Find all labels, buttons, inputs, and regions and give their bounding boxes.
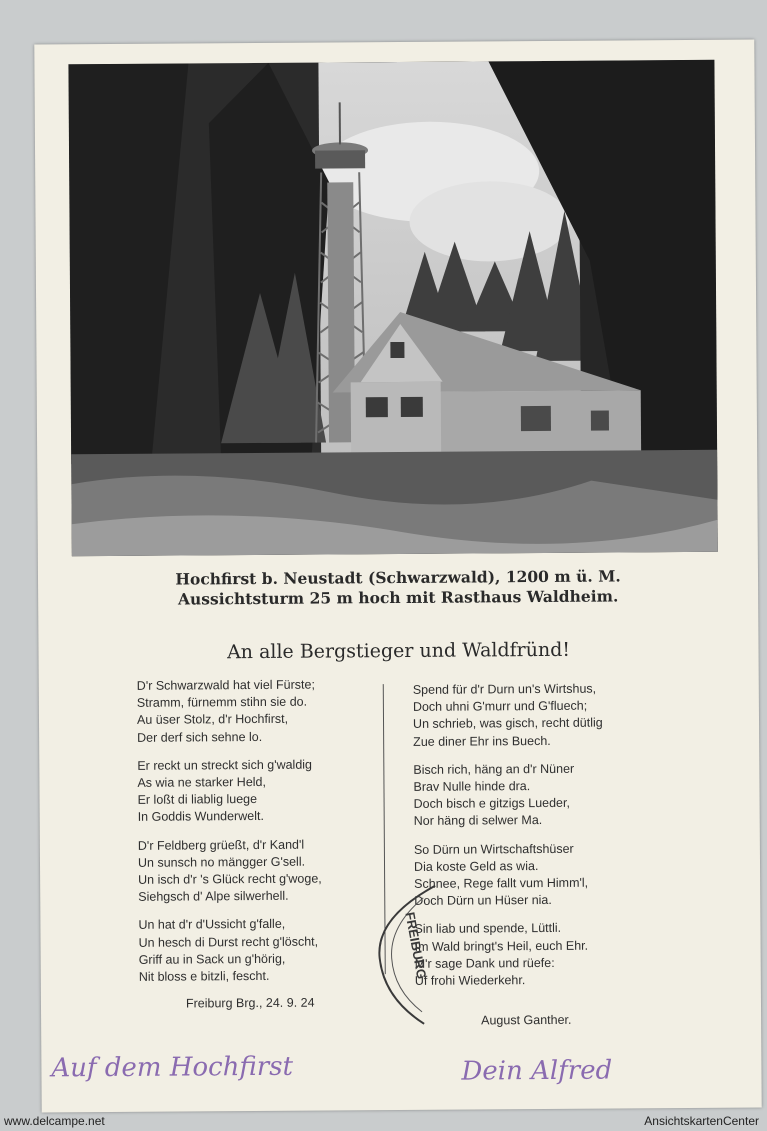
poem-line: Bisch rich, häng an d'r Nüner — [413, 761, 575, 777]
handwriting-right: Dein Alfred — [461, 1055, 613, 1087]
poem-line: Sin liab und spende, Lüttli. — [414, 921, 562, 937]
poem-line: Griff au in Sack un g'hörig, — [138, 951, 286, 967]
stanza — [414, 920, 664, 991]
poem-line: D'r Feldberg grüeßt, d'r Kand'l — [137, 837, 305, 853]
photo-tower-and-rasthaus — [68, 60, 717, 556]
poem-line: Uf frohi Wiederkehr. — [414, 973, 526, 988]
poem-line: Au üser Stolz, d'r Hochfirst, — [136, 712, 289, 728]
poem-line: In Goddis Wunderwelt. — [137, 809, 264, 825]
poem-line: As wia ne starker Held, — [137, 774, 267, 790]
poem-line: Stramm, fürnemm stihn sie do. — [136, 694, 308, 711]
stanza — [413, 680, 663, 751]
photo-illustration — [68, 60, 717, 556]
stanza — [138, 836, 378, 906]
poem-line: Nit bloss e bitzli, fescht. — [138, 968, 270, 984]
poem-line: Spend für d'r Durn un's Wirtshus, — [412, 681, 597, 697]
stanza — [137, 756, 377, 826]
poem-line: Zue diner Ehr ins Buech. — [413, 733, 551, 749]
poem-line: M'r sage Dank und rüefe: — [414, 955, 555, 971]
poem-line: Brav Nulle hinde dra. — [413, 779, 531, 794]
poem-line: Siehgsch d' Alpe silwerhell. — [138, 889, 289, 905]
poem-line: So Dürn un Wirtschaftshüser — [413, 841, 574, 857]
poem-line: Doch bisch e gitzigs Lueder, — [413, 796, 570, 812]
stanza — [414, 840, 664, 911]
poem-line: Un hat d'r d'Ussicht g'falle, — [138, 917, 286, 933]
place-date: Freiburg Brg., 24. 9. 24 — [185, 995, 315, 1011]
watermark-footer — [0, 1113, 767, 1131]
poem-line: Dia koste Geld as wia. — [413, 858, 539, 874]
postcard — [34, 39, 761, 1112]
postmark-stamp — [365, 878, 450, 1029]
poem-line: Un sunsch no mängger G'sell. — [137, 854, 306, 870]
poem-line: Er reckt un streckt sich g'waldig — [137, 757, 313, 773]
stanza — [138, 916, 378, 986]
footer-right-text: AnsichtskartenCenter — [644, 1114, 759, 1128]
poem-line: Schnee, Rege fallt vum Himm'l, — [414, 875, 589, 891]
poem-line: D'r Schwarzwald hat viel Fürste; — [136, 677, 315, 693]
caption-tower: Aussichtsturm 25 m hoch mit Rasthaus Waldheim. — [177, 586, 619, 609]
handwriting-left: Auf dem Hochfirst — [51, 1051, 294, 1084]
caption-location: Hochfirst b. Neustadt (Schwarzwald), 1200 m ü. M. — [175, 566, 621, 589]
poem-line: Der derf sich sehne lo. — [137, 729, 263, 745]
author-name: August Ganther. — [481, 1012, 572, 1028]
poem-line: Doch Dürn un Hüser nia. — [414, 893, 552, 909]
poem-line: Nor häng di selwer Ma. — [413, 813, 543, 829]
poem-line: Un schrieb, was gisch, recht dütlig — [412, 715, 603, 732]
poem-line: Un isch d'r 's Glück recht g'woge, — [138, 871, 322, 887]
stamp-text: FREIBURG — [402, 910, 430, 981]
stanza — [137, 676, 377, 746]
poem-line: Un hesch di Durst recht g'löscht, — [138, 934, 319, 950]
poem-title: An alle Bergstieger und Waldfründ! — [226, 638, 571, 664]
handwritten-note — [41, 1029, 761, 1094]
footer-left-text: www.delcampe.net — [4, 1114, 105, 1128]
poem-line: Im Wald bringt's Heil, euch Ehr. — [414, 938, 589, 954]
poem-left-column — [137, 676, 379, 997]
poem-right-column — [413, 680, 665, 1001]
stanza — [413, 760, 663, 831]
poem-line: Er loßt di liablig luege — [137, 792, 258, 808]
poem-line: Doch uhni G'murr und G'fluech; — [412, 698, 588, 715]
